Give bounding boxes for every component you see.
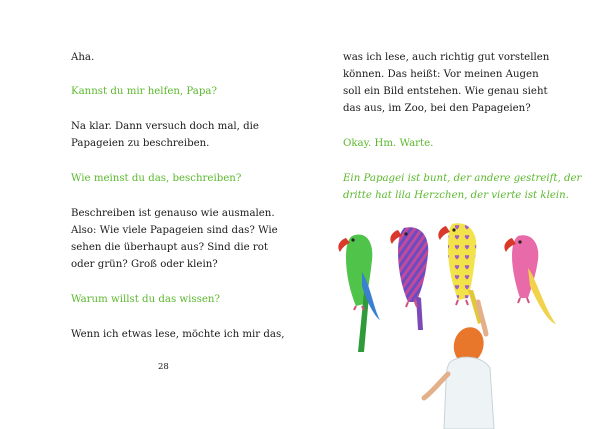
page-number: 28 <box>158 362 169 372</box>
pink-parrot <box>504 235 556 324</box>
striped-parrot <box>390 227 428 330</box>
text-line: Papageien zu beschreiben. <box>71 138 210 149</box>
text-line: oder grün? Groß oder klein? <box>71 259 218 270</box>
text-line: Wenn ich etwas lese, möchte ich mir das, <box>71 329 285 340</box>
text-line: Na klar. Dann versuch doch mal, die <box>71 121 259 132</box>
green-parrot <box>338 234 380 352</box>
dialogue-child-italic: Ein Papagei ist bunt, der andere gestreift, der <box>343 173 582 184</box>
text-line: Aha. <box>71 52 95 63</box>
dialogue-child-italic: dritte hat lila Herzchen, der vierte ist klein. <box>343 190 569 201</box>
dialogue-child: Kannst du mir helfen, Papa? <box>71 86 217 97</box>
text-line: das aus, im Zoo, bei den Papageien? <box>343 103 531 114</box>
text-line: können. Das heißt: Vor meinen Augen <box>343 69 539 80</box>
text-line: Beschreiben ist genauso wie ausmalen. <box>71 208 275 219</box>
parrots-illustration <box>322 212 572 429</box>
text-line: soll ein Bild entstehen. Wie genau sieht <box>343 86 548 97</box>
text-line: was ich lese, auch richtig gut vorstellen <box>343 52 550 63</box>
text-line: Also: Wie viele Papageien sind das? Wie <box>71 225 278 236</box>
dialogue-child: Warum willst du das wissen? <box>71 294 220 305</box>
dialogue-child: Wie meinst du das, beschreiben? <box>71 173 242 184</box>
text-line: sehen die überhaupt aus? Sind die rot <box>71 242 268 253</box>
heart-parrot <box>438 223 483 324</box>
child-figure <box>424 302 494 429</box>
dialogue-child: Okay. Hm. Warte. <box>343 138 434 149</box>
